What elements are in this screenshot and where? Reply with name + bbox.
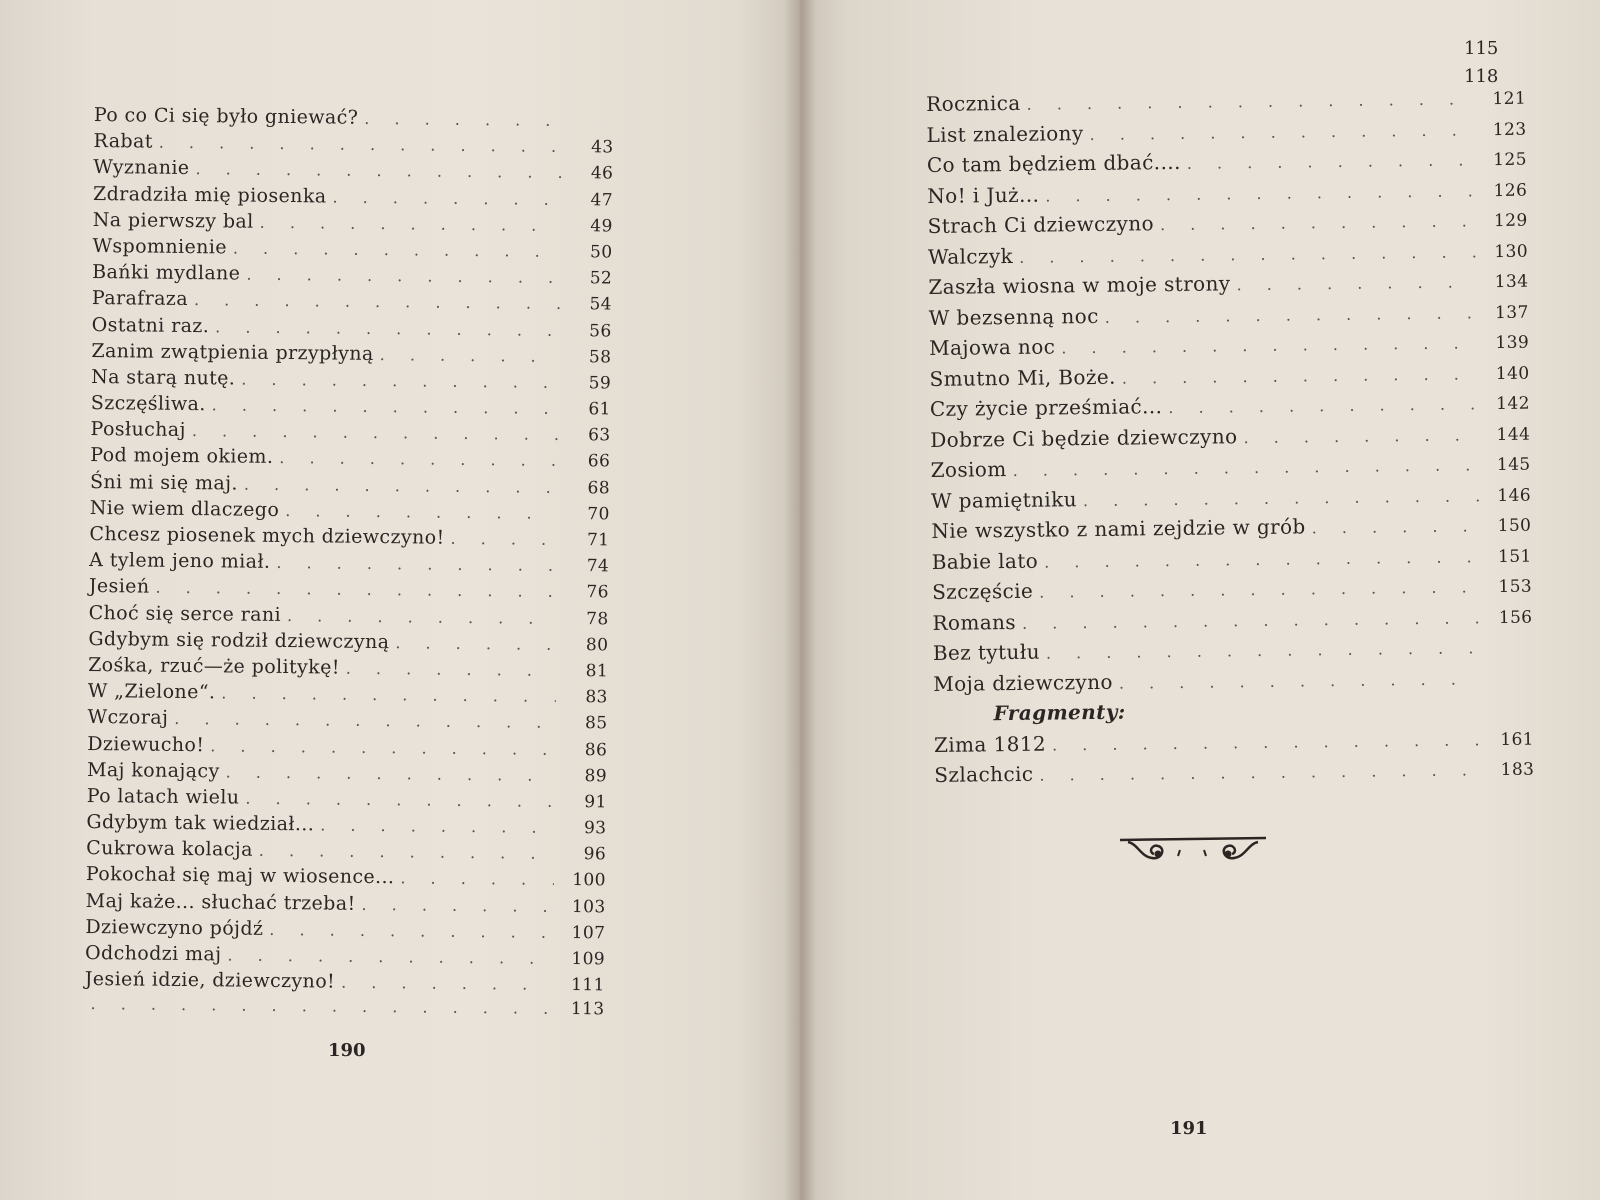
decorative-ornament-icon: [1118, 832, 1268, 872]
toc-entry-title: Maj każe... słuchać trzeba!: [85, 889, 356, 915]
toc-entry-page: 63: [588, 425, 611, 446]
toc-entry-title: Zdradziła mię piosenka: [92, 182, 327, 208]
toc-entry-page: 61: [588, 399, 611, 420]
toc-entry-page: 140: [1495, 363, 1530, 384]
toc-entry-title: Rocznica: [926, 90, 1021, 116]
toc-entry-title: Po co Ci się było gniewać?: [93, 104, 359, 129]
toc-entry-title: Nie wiem dlaczego: [89, 496, 280, 521]
toc-entry-title: Pokochał się maj w wiosence...: [85, 863, 395, 889]
toc-entry-title: Odchodzi maj: [84, 941, 222, 966]
toc-entry-page: 59: [588, 373, 612, 394]
toc-entry-page: 107: [571, 922, 606, 944]
toc-entry-page: 134: [1494, 271, 1529, 293]
toc-entry-title: Strach Ci dziewczyno: [927, 211, 1155, 238]
toc-entry-page: 109: [571, 949, 606, 970]
toc-entry-page: 78: [586, 608, 609, 629]
toc-leader-dots: [1045, 181, 1475, 205]
toc-entry-title: No! i Już...: [927, 182, 1040, 208]
toc-leader-dots: [1022, 608, 1481, 633]
toc-entry-page: 58: [588, 346, 612, 368]
toc-entry-page: 183: [1500, 759, 1535, 781]
left-page-number: 190: [328, 1040, 366, 1061]
toc-entry-title: Zosiom: [930, 457, 1007, 482]
toc-entry: [84, 994, 604, 1026]
toc-leader-dots: [400, 869, 554, 890]
toc-leader-dots: [192, 421, 559, 444]
toc-leader-dots: [361, 894, 553, 915]
toc-leader-dots: [155, 578, 557, 601]
right-page-number: 191: [1170, 1118, 1208, 1139]
toc-leader-dots: [364, 109, 562, 130]
toc-entry-title: Maj konający: [86, 758, 220, 783]
toc-entry-page: 129: [1493, 210, 1528, 232]
toc-entry-page: 56: [589, 320, 612, 341]
toc-leader-dots: [1019, 242, 1476, 267]
toc-leader-dots: [1046, 638, 1481, 662]
toc-entry-page: 66: [587, 451, 611, 472]
toc-entry-title: W bezsenną noc: [928, 303, 1099, 330]
toc-entry-title: Zaszła wiosna w moje strony: [928, 271, 1231, 299]
toc-leader-dots: [1312, 516, 1480, 537]
toc-entry-page: 93: [583, 818, 607, 839]
toc-entry-page: 80: [585, 634, 609, 656]
top-page-number-1: 115: [1464, 38, 1499, 59]
toc-entry-page: 86: [584, 739, 608, 760]
toc-entry-page: 76: [586, 582, 610, 603]
toc-leader-dots: [1187, 150, 1475, 173]
toc-entry-page: 121: [1492, 88, 1527, 110]
toc-leader-dots: [210, 736, 555, 759]
toc-entry-title: Pod mojem okiem.: [90, 444, 274, 469]
toc-leader-dots: [259, 841, 555, 863]
toc-entry-page: 125: [1493, 149, 1527, 171]
toc-entry-page: 46: [590, 163, 614, 184]
right-table-of-contents: [926, 85, 1535, 794]
toc-entry-title: Co tam będziem dbać....: [926, 149, 1181, 177]
toc-entry-title: Moja dziewczyno: [933, 669, 1114, 696]
toc-leader-dots: [1089, 120, 1474, 144]
toc-entry-page: 83: [585, 687, 608, 708]
toc-entry-page: [1487, 653, 1533, 654]
toc-leader-dots: [244, 474, 558, 496]
section-heading-text: Fragmenty:: [993, 699, 1126, 726]
toc-entry-title: Zośka, rzuć—że politykę!: [88, 653, 340, 679]
toc-leader-dots: [269, 920, 553, 942]
toc-entry-title: Zima 1812: [933, 731, 1047, 757]
toc-entry-title: Chcesz piosenek mych dziewczyno!: [89, 522, 445, 549]
toc-leader-dots: [1052, 730, 1482, 754]
toc-leader-dots: [1122, 364, 1478, 387]
toc-entry-page: 142: [1496, 393, 1530, 415]
toc-leader-dots: [450, 529, 557, 549]
toc-entry-page: 111: [571, 975, 605, 996]
toc-entry-page: 89: [584, 765, 608, 787]
toc-entry-page: 137: [1494, 302, 1529, 323]
toc-leader-dots: [260, 212, 561, 234]
toc-entry-page: 81: [585, 661, 609, 682]
toc-leader-dots: [380, 345, 560, 366]
toc-leader-dots: [395, 633, 556, 654]
toc-entry-title: Bez tytułu: [932, 639, 1041, 665]
toc-leader-dots: [159, 133, 562, 156]
toc-entry-title: Po latach wielu: [86, 784, 240, 809]
toc-leader-dots: [1061, 333, 1477, 357]
toc-entry-page: 153: [1498, 576, 1533, 598]
toc-entry-title: Na pierwszy bal: [92, 208, 254, 233]
toc-entry-page: 144: [1496, 424, 1531, 445]
toc-entry-page: 123: [1492, 119, 1527, 140]
toc-leader-dots: [1083, 486, 1479, 510]
toc-entry-title: Bańki mydlane: [92, 261, 241, 285]
toc-leader-dots: [233, 238, 561, 260]
toc-entry-title: Śni mi się maj.: [89, 470, 239, 495]
toc-leader-dots: [276, 553, 557, 575]
toc-leader-dots: [245, 788, 554, 810]
toc-entry-page: 139: [1495, 332, 1530, 354]
toc-entry-page: 103: [571, 896, 606, 918]
toc-leader-dots: [320, 815, 554, 836]
toc-entry-page: 91: [584, 792, 607, 813]
toc-leader-dots: [1243, 425, 1478, 447]
toc-leader-dots: [341, 973, 553, 994]
toc-entry-title: Wczoraj: [87, 706, 169, 730]
toc-entry-title: Dobrze Ci będzie dziewczyno: [930, 423, 1238, 452]
toc-entry-title: Choć się serce rani: [88, 601, 282, 626]
toc-leader-dots: [1160, 211, 1476, 234]
toc-entry-title: Nie wszystko z nami zejdzie w grób: [931, 514, 1306, 543]
toc-entry-page: [1487, 683, 1533, 684]
toc-leader-dots: [195, 159, 561, 182]
toc-entry-page: 50: [589, 242, 613, 263]
toc-entry-title: W pamiętniku: [930, 486, 1078, 513]
toc-entry-page: 47: [590, 189, 614, 211]
toc-entry-page: 150: [1497, 515, 1532, 537]
toc-leader-dots: [279, 448, 558, 470]
toc-entry-title: Walczyk: [927, 243, 1014, 269]
toc-entry-page: 100: [572, 870, 606, 891]
toc-entry-title: Gdybym się rodził dziewczyną: [88, 627, 390, 653]
toc-entry-title: W „Zielone“.: [87, 680, 216, 704]
toc-leader-dots: [287, 606, 557, 628]
toc-leader-dots: [332, 187, 561, 208]
toc-entry-title: Rabat: [93, 130, 153, 153]
toc-entry-page: 146: [1497, 485, 1532, 506]
toc-leader-dots: [1039, 760, 1482, 784]
toc-entry-page: 70: [587, 504, 610, 525]
toc-entry-title: List znaleziony: [926, 120, 1084, 147]
toc-leader-dots: [226, 762, 556, 784]
toc-leader-dots: [194, 290, 560, 313]
toc-entry-title: Parafraza: [91, 287, 189, 311]
toc-leader-dots: [221, 683, 556, 706]
toc-entry-page: 52: [589, 268, 613, 289]
toc-entry-page: 126: [1493, 180, 1528, 201]
book-gutter: [784, 0, 816, 1200]
toc-entry-title: Jesień idzie, dziewczyno!: [84, 968, 336, 993]
toc-leader-dots: [1026, 89, 1474, 113]
toc-entry-page: 96: [583, 844, 607, 865]
toc-leader-dots: [212, 395, 559, 418]
toc-entry-page: 43: [591, 137, 614, 158]
toc-leader-dots: [285, 501, 558, 523]
top-page-number-2: 118: [1464, 66, 1499, 87]
toc-entry-title: Gdybym tak wiedział...: [86, 811, 315, 836]
toc-entry-title: Czy życie prześmiać...: [929, 394, 1163, 421]
toc-entry-title: Ostatni raz.: [91, 313, 210, 337]
toc-entry-page: 130: [1494, 241, 1529, 262]
toc-entry-page: 68: [587, 477, 611, 499]
toc-entry-title: Szlachcic: [934, 761, 1034, 787]
toc-entry-title: Jesień: [88, 575, 150, 598]
toc-entry-title: Romans: [932, 609, 1017, 635]
toc-leader-dots: [346, 659, 556, 680]
toc-leader-dots: [174, 709, 555, 732]
toc-leader-dots: [241, 369, 559, 391]
toc-leader-dots: [1236, 272, 1476, 294]
toc-entry-title: Babie lato: [931, 548, 1039, 574]
toc-entry-page: 145: [1496, 454, 1531, 476]
toc-entry-title: Smutno Mi, Boże.: [929, 364, 1116, 391]
toc-entry-title: Wyznanie: [93, 156, 190, 180]
toc-leader-dots: [90, 994, 552, 1018]
toc-leader-dots: [1119, 669, 1482, 692]
toc-entry-title: Posłuchaj: [90, 418, 187, 442]
toc-entry-title: Szczęście: [931, 578, 1034, 604]
toc-entry-page: 161: [1500, 729, 1535, 750]
toc-leader-dots: [1105, 303, 1477, 327]
toc-leader-dots: [215, 317, 560, 340]
toc-entry-page: 151: [1497, 546, 1532, 567]
toc-leader-dots: [1013, 455, 1479, 480]
left-table-of-contents: [84, 104, 614, 1026]
toc-entry-page: 85: [584, 713, 608, 734]
toc-entry-page: 113: [570, 999, 605, 1020]
toc-entry-title: Cukrowa kolacja: [86, 837, 253, 861]
toc-entry-page: 71: [586, 530, 610, 551]
toc-leader-dots: [246, 265, 560, 287]
toc-leader-dots: [1168, 394, 1478, 417]
toc-entry-title: A tylem jeno miał.: [89, 549, 271, 574]
toc-entry-title: Szczęśliwa.: [90, 392, 206, 416]
toc-leader-dots: [227, 945, 553, 967]
toc-entry-page: 54: [589, 294, 613, 315]
toc-entry-title: Dziewucho!: [87, 732, 205, 756]
toc-entry-title: Dziewczyno pójdź: [85, 915, 264, 940]
toc-entry-title: Zanim zwątpienia przypłyną: [91, 339, 374, 365]
toc-entry-page: 74: [586, 556, 610, 577]
toc-entry-page: 49: [590, 215, 613, 237]
toc-entry-title: Majowa noc: [928, 334, 1056, 360]
toc-entry-title: Na starą nutę.: [91, 365, 236, 390]
toc-entry-title: Wspomnienie: [92, 234, 228, 259]
toc-leader-dots: [1039, 577, 1480, 601]
toc-entry-page: 156: [1498, 607, 1533, 628]
toc-leader-dots: [1044, 547, 1480, 571]
